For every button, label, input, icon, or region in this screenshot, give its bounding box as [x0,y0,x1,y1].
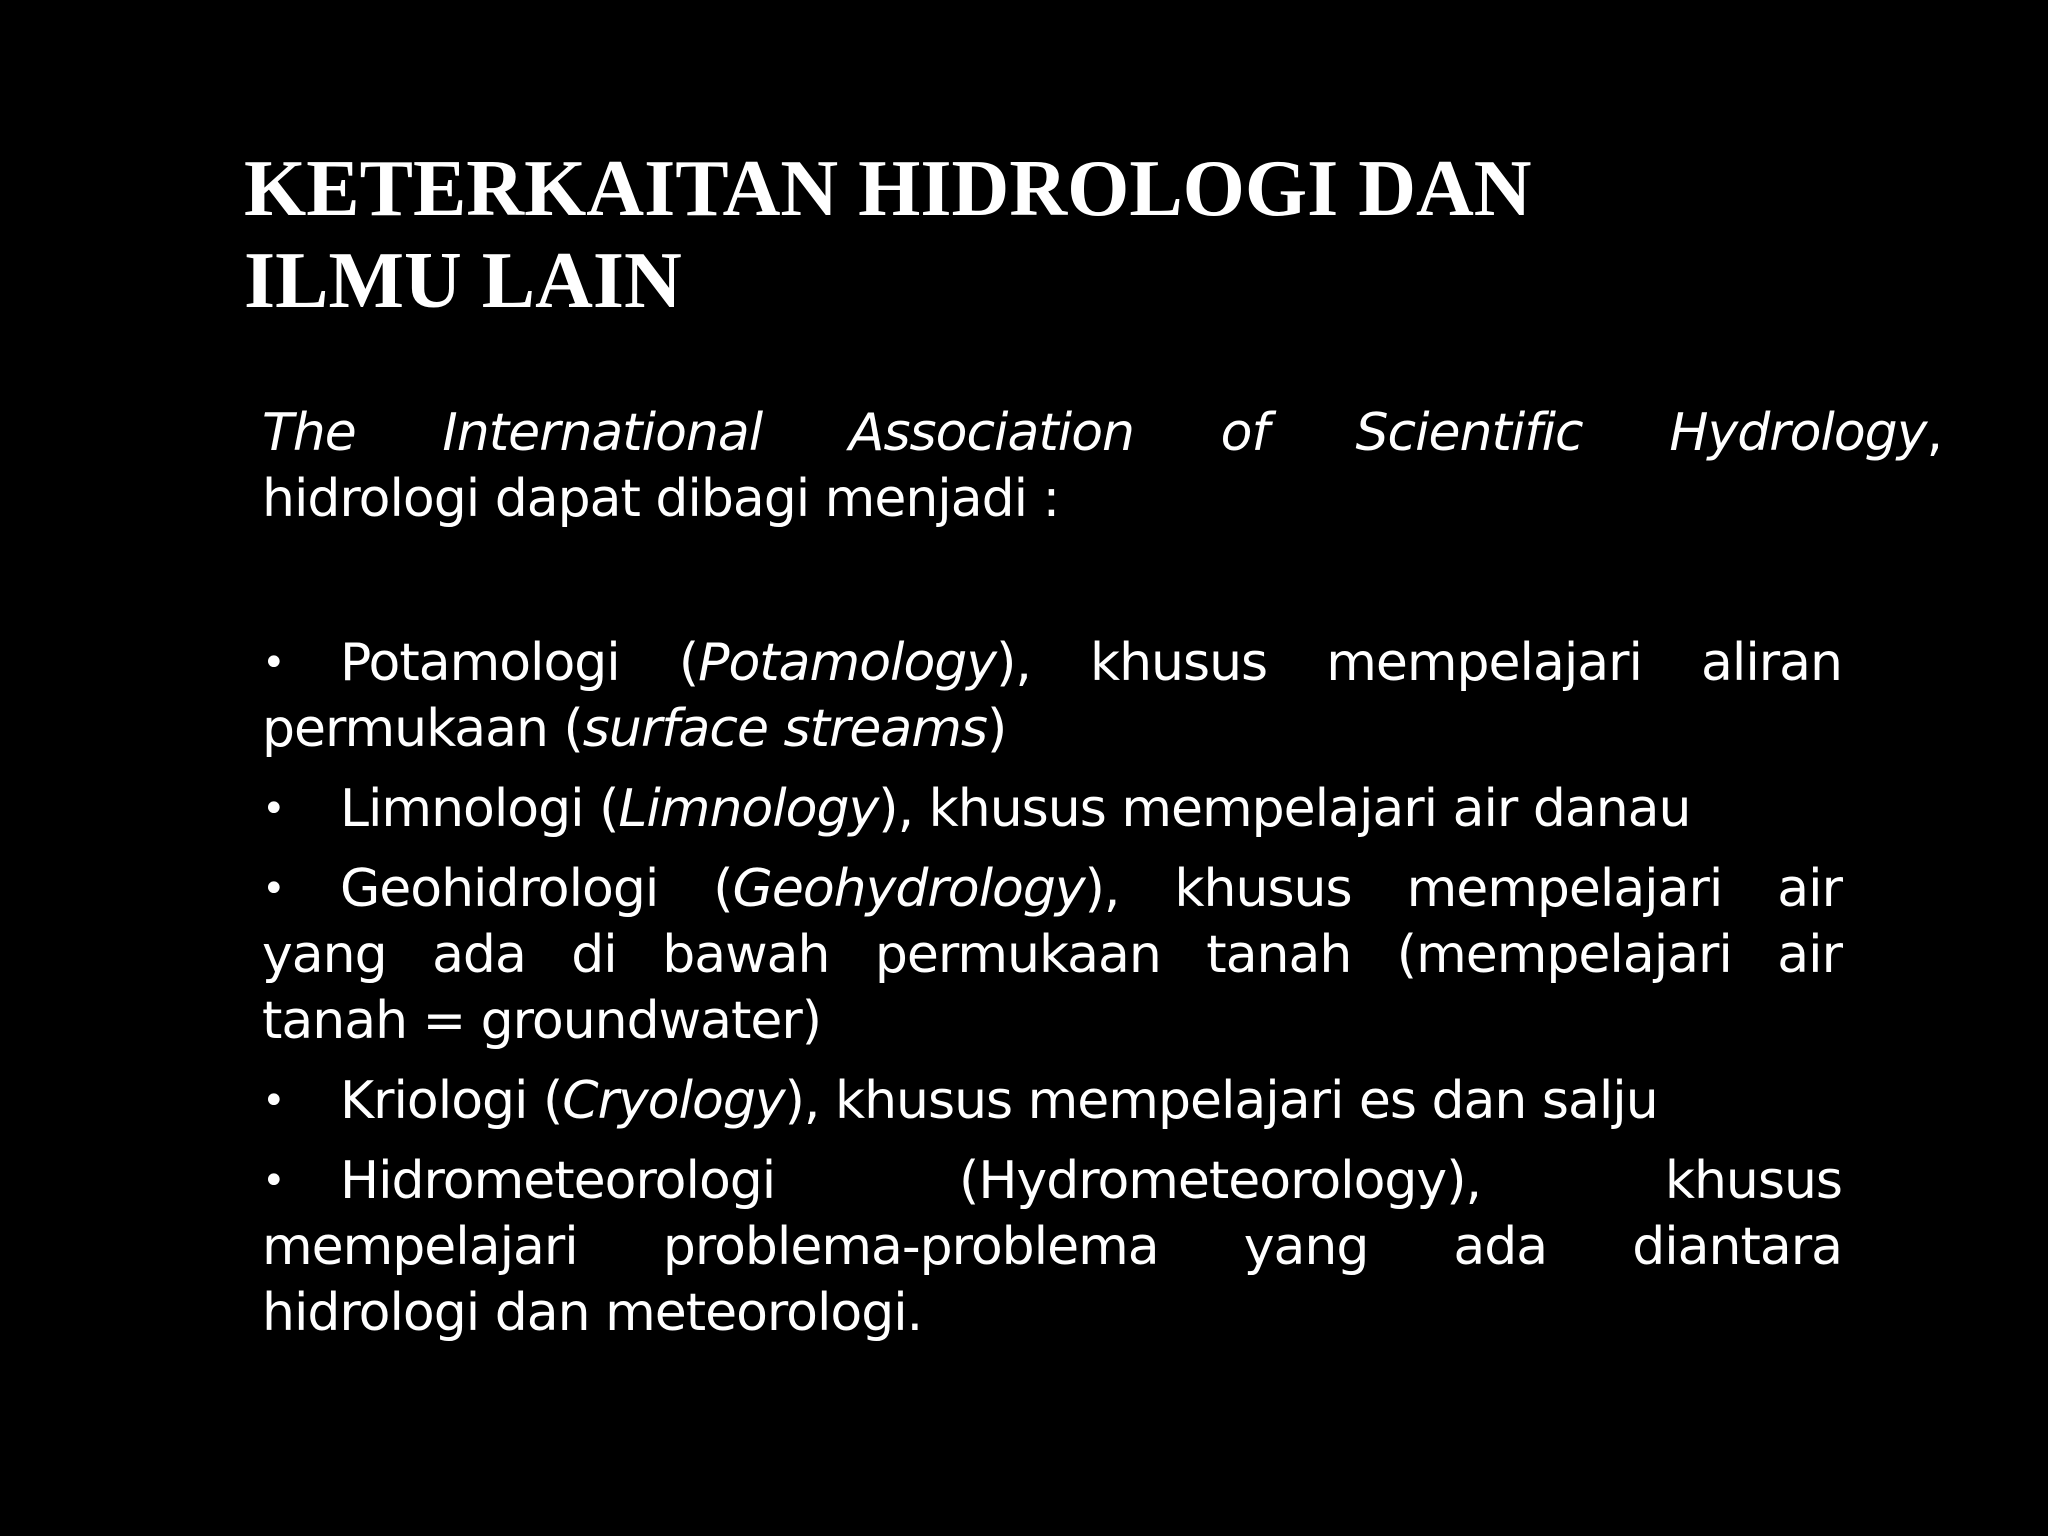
bullet-icon: • [262,786,285,832]
item-term-en: Geohydrology [732,859,1085,919]
item-line-2-prefix: permukaan ( [262,699,583,759]
intro-text: hidrologi dapat dibagi menjadi : [262,469,1060,529]
subdiscipline-list [262,630,1842,1360]
list-item-line [262,856,1842,922]
bullet-icon: • [262,1158,285,1204]
item-line-3: hidrologi dan meteorologi. [262,1283,923,1343]
item-line-2: yang ada di bawah permukaan tanah (mempelajari air [262,925,1842,985]
slide-content [262,400,1942,1343]
title-line-2: ILMU LAIN [244,237,682,325]
item-term: Geohidrologi ( [340,859,733,919]
item-line-1: Hidrometeorologi (Hydrometeorology), khusus [340,1151,1842,1211]
item-text: ), khusus mempelajari aliran [996,633,1842,693]
item-term-en: Cryology [562,1071,785,1131]
item-term: Kriologi ( [340,1071,563,1131]
title-line-1: KETERKAITAN HIDROLOGI DAN [244,145,1532,233]
list-item-potamologi [262,630,1842,762]
intro-paragraph [262,400,1942,532]
bullet-icon: • [262,1078,285,1124]
list-item-hidrometeorologi [262,1148,1842,1346]
slide-title [244,143,1844,327]
intro-line-1 [262,400,1942,466]
item-term-en: Limnology [618,779,879,839]
list-item-kriologi [262,1068,1842,1134]
item-term: Limnologi ( [340,779,619,839]
item-line-2-suffix: ) [986,699,1007,759]
item-line-2: mempelajari problema-problema yang ada diantara [262,1217,1842,1277]
list-item-line [262,1148,1842,1214]
item-text: ), khusus mempelajari air danau [878,779,1691,839]
list-item-line [262,630,1842,696]
item-line-2-en: surface streams [582,699,987,759]
intro-source-name: The International Association of Scientific Hydrology [262,403,1927,463]
item-term-en: Potamology [698,633,997,693]
list-item-geohidrologi [262,856,1842,1054]
intro-source-suffix: , [1926,403,1942,463]
item-line-3: tanah = groundwater) [262,991,822,1051]
item-term: Potamologi ( [340,633,699,693]
item-text: ), khusus mempelajari es dan salju [784,1071,1658,1131]
item-text: ), khusus mempelajari air [1084,859,1842,919]
list-item-limnologi [262,776,1842,842]
bullet-icon: • [262,866,285,912]
bullet-icon: • [262,640,285,686]
